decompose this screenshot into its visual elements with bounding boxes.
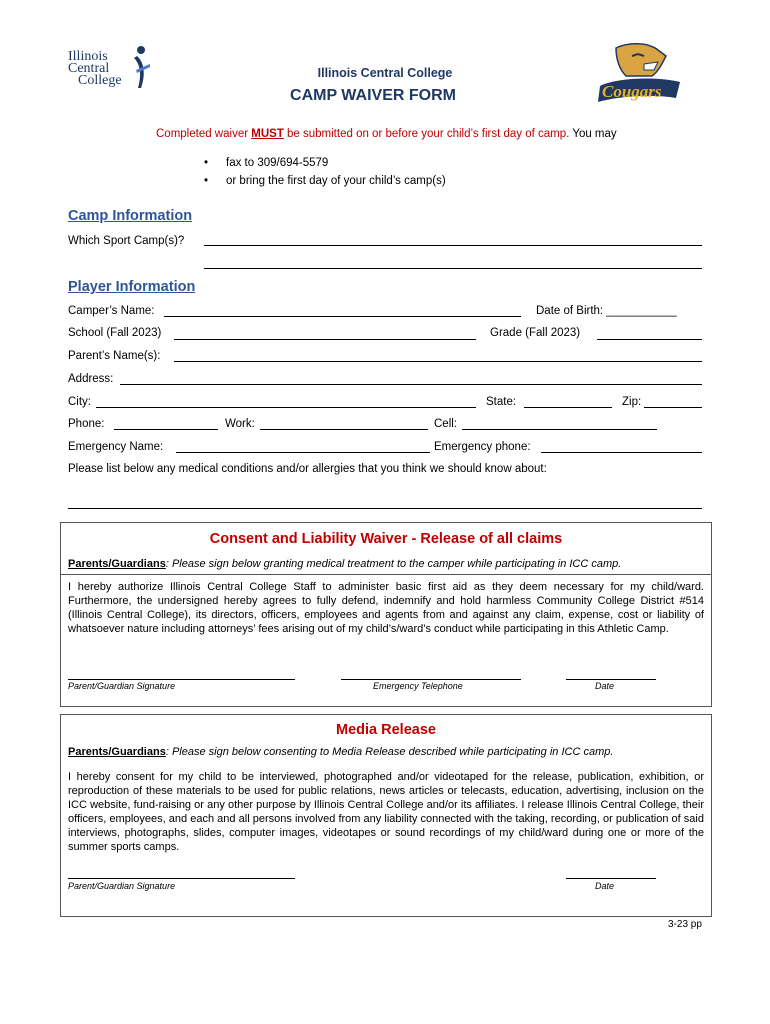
logo-line2: Central [68, 61, 110, 76]
emergency-phone-field[interactable] [541, 452, 702, 453]
work-label: Work: [225, 418, 255, 430]
media-body: I hereby consent for my child to be interviewed, photographed and/or videotaped for the release, publication, exhibition, or reproduction of these materials to be used for public relations, news articles or telecasts, education, advertising, inclusion on the ICC website, fund-raising or any other purpose by Illinois Central College and/or its affiliates. I release Illinois Central College, their officers, employees, and each and all persons involved from any liability connected with the taking, recording, or publication of said interviews, photographs, slides, computer images, videotapes or sound recordings of my child/ward during one or more of the summer sports camps. [68, 771, 704, 853]
media-date-label: Date [595, 881, 615, 891]
cougars-mascot-logo [596, 42, 682, 104]
grade-label: Grade (Fall 2023) [490, 327, 581, 339]
parents-name-field[interactable] [174, 361, 702, 362]
medical-conditions-label: Please list below any medical conditions and/or allergies that you think we should know about: [68, 463, 547, 475]
consent-instr-label: Parents/Guardians [68, 558, 166, 570]
college-name: Illinois Central College [317, 66, 453, 80]
school-label: School (Fall 2023) [68, 327, 162, 339]
bullet-text: fax to 309/694-5579 [226, 157, 329, 169]
zip-label: Zip: [622, 396, 642, 408]
notice-must: MUST [251, 128, 284, 140]
consent-parent-signature-label: Parent/Guardian Signature [68, 681, 176, 691]
bullet-text: or bring the first day of your child’s camp(s) [226, 175, 446, 187]
camper-name-label: Camper’s Name: [68, 305, 155, 317]
parents-name-label: Parent’s Name(s): [68, 350, 161, 362]
date-of-birth-label[interactable]: Date of Birth: ___________ [536, 305, 677, 317]
bullet-icon: • [204, 157, 209, 169]
media-parent-signature-label: Parent/Guardian Signature [68, 881, 176, 891]
address-label: Address: [68, 373, 114, 385]
emergency-name-field[interactable] [176, 452, 430, 453]
consent-body: I hereby authorize Illinois Central College Staff to administer basic first aid as they deem necessary for my child/ward. Furthermore, the undersigned hereby agrees to fully defend, indemnify and hold harmless Community College District #514 (Illinois Central College), its directors, officers, employees and agents from and against any claim, expense, cost or liability of whatsoever nature including attorneys’ fees arising out of my child’s/ward’s conduct while participating in this Athletic Camp. [68, 581, 704, 635]
sport-camp-field-1[interactable] [204, 245, 702, 246]
emergency-phone-label: Emergency phone: [434, 441, 531, 453]
cell-field[interactable] [462, 429, 657, 430]
zip-field[interactable] [644, 407, 702, 408]
bullet-icon: • [204, 175, 209, 187]
media-title: Media Release [336, 722, 436, 738]
city-label: City: [68, 396, 91, 408]
consent-parent-signature-line[interactable] [68, 679, 295, 680]
address-field[interactable] [120, 384, 702, 385]
state-field[interactable] [524, 407, 612, 408]
emergency-name-label: Emergency Name: [68, 441, 164, 453]
mascot-wordmark: Cougars [602, 82, 662, 101]
sport-camp-field-2[interactable] [204, 268, 702, 269]
media-release-box [60, 714, 712, 917]
cell-label: Cell: [434, 418, 458, 430]
medical-conditions-field[interactable] [68, 508, 702, 509]
notice-bullet-2 [204, 175, 446, 187]
media-instructions [68, 746, 704, 758]
form-code: 3-23 pp [668, 919, 702, 930]
submission-notice [156, 128, 617, 140]
consent-instr-text: : Please sign below granting medical treatment to the camper while participating in ICC camp. [165, 558, 622, 570]
state-label: State: [486, 396, 517, 408]
work-field[interactable] [260, 429, 428, 430]
logo-line1: Illinois [68, 49, 108, 64]
consent-waiver-box [60, 522, 712, 707]
consent-date-label: Date [595, 681, 615, 691]
form-title: CAMP WAIVER FORM [290, 87, 456, 104]
consent-emergency-phone-line[interactable] [341, 679, 521, 680]
consent-instructions [68, 558, 704, 570]
consent-divider [61, 574, 711, 575]
phone-field[interactable] [114, 429, 218, 430]
grade-field[interactable] [597, 339, 702, 340]
phone-label: Phone: [68, 418, 105, 430]
player-info-heading: Player Information [68, 279, 196, 295]
notice-pre: Completed waiver [156, 128, 252, 140]
notice-bullet-1 [204, 157, 329, 169]
camp-info-heading: Camp Information [68, 208, 193, 224]
media-parent-signature-line[interactable] [68, 878, 295, 879]
logo-line3: College [78, 73, 122, 88]
city-field[interactable] [96, 407, 476, 408]
sport-camp-label: Which Sport Camp(s)? [68, 235, 185, 247]
media-instr-text: : Please sign below consenting to Media Release described while participating in ICC camp. [165, 746, 614, 758]
media-date-line[interactable] [566, 878, 656, 879]
consent-title: Consent and Liability Waiver - Release of all claims [209, 531, 563, 547]
notice-post: be submitted on or before your child’s first day of camp. [283, 128, 570, 140]
media-instr-label: Parents/Guardians [68, 746, 166, 758]
consent-date-line[interactable] [566, 679, 656, 680]
school-field[interactable] [174, 339, 476, 340]
camper-name-field[interactable] [164, 316, 521, 317]
notice-tail: You may [569, 128, 617, 140]
consent-emergency-phone-label: Emergency Telephone [373, 681, 463, 691]
